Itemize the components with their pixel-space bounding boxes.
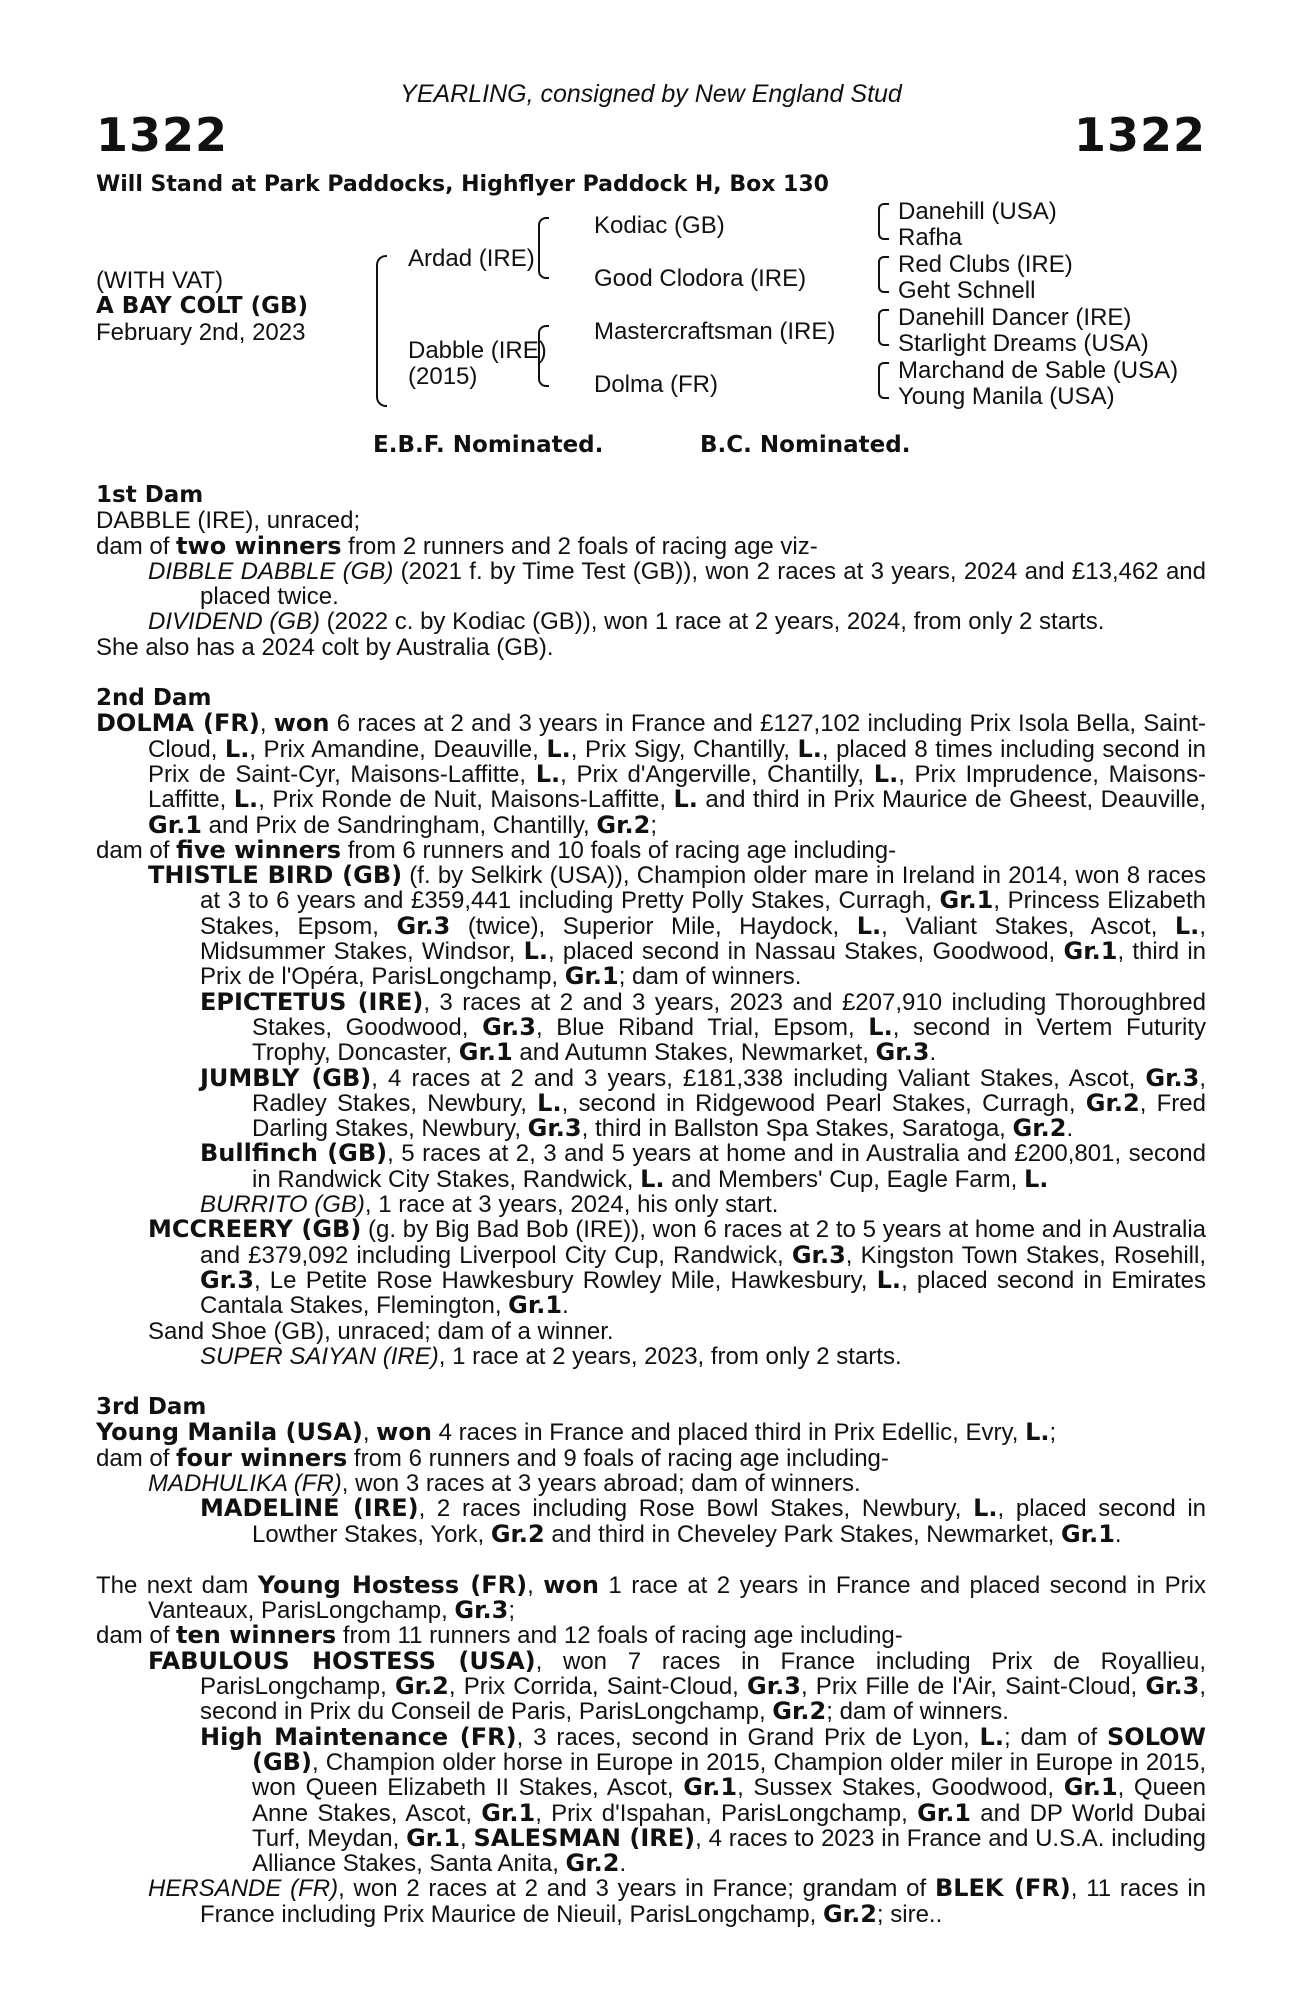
third-dam-section [96, 1395, 1206, 1547]
produce-entry: DIVIDEND (GB) (2022 c. by Kodiac (GB)), won 1 race at 2 years, 2024, from only 2 starts. [148, 608, 1105, 636]
brace-g1 [878, 203, 889, 240]
brace-main [376, 255, 387, 407]
gg-2: Rafha [898, 224, 963, 251]
brace-dam [538, 325, 549, 387]
gg-4: Geht Schnell [898, 277, 1036, 304]
dam-year: (2015) [408, 363, 478, 390]
gg-3: Red Clubs (IRE) [898, 251, 1073, 278]
gg-5: Danehill Dancer (IRE) [898, 304, 1132, 331]
produce-entry: Sand Shoe (GB), unraced; dam of a winner. [148, 1317, 614, 1345]
produce-entry: HERSANDE (FR), won 2 races at 2 and 3 years in France; grandam of BLEK (FR), 11 races in France including Prix Maurice de Nieuil, ParisLongchamp, Gr.2; sire.. [148, 1874, 1207, 1928]
dam-record: The next dam Young Hostess (FR), won 1 race at 2 years in France and placed second in Prix Vanteaux, ParisLongchamp, Gr.3; [96, 1570, 1206, 1625]
dam-record: Young Manila (USA), won 4 races in France and placed third in Prix Edellic, Evry, L.; [96, 1418, 1057, 1447]
brace-g2 [878, 256, 889, 293]
produce-entry: Bullfinch (GB), 5 races at 2, 3 and 5 years at home and in Australia and £200,801, second in Randwick City Stakes, Randwick, L. and Members' Cup, Eagle Farm, L. [200, 1139, 1206, 1193]
dam-line: DABBLE (IRE), unraced; [96, 507, 361, 535]
dam-record: DOLMA (FR), won 6 races at 2 and 3 years in France and £127,102 including Prix Isola Bella, Saint-Cloud, L., Prix Amandine, Deauville, L., Prix Sigy, Chantilly, L., placed 8 times including second in Prix de Saint-Cyr, Maisons-Laffitte, L., Prix d'Angerville, Chantilly, L., Prix Imprudence, Maisons-Laffitte, L., Prix Ronde de Nuit, Maisons-Laffitte, L. and third in Prix Maurice de Gheest, Deauville, Gr.1 and Prix de Sandringham, Chantilly, Gr.2; [96, 709, 1207, 839]
ebf-nominated: E.B.F. Nominated. [373, 432, 604, 458]
gg-7: Marchand de Sable (USA) [898, 357, 1179, 384]
second-dam-section [96, 686, 1206, 1369]
produce-record [96, 483, 1206, 1927]
section-title: 3rd Dam [96, 1394, 207, 1421]
fourth-dam-section [96, 1570, 1207, 1928]
produce-entry: MADHULIKA (FR), won 3 races at 3 years abroad; dam of winners. [148, 1469, 861, 1497]
gg-8: Young Manila (USA) [898, 383, 1115, 410]
catalogue-page [96, 0, 1206, 2000]
dam-summary: dam of five winners from 6 runners and 10 foals of racing age including- [96, 835, 897, 864]
produce-note: She also has a 2024 colt by Australia (GB). [96, 633, 554, 661]
first-dam-section [96, 483, 1206, 660]
pedigree-table [96, 200, 1206, 425]
bc-nominated: B.C. Nominated. [700, 432, 911, 458]
lot-number-right: 1322 [1073, 108, 1206, 162]
gg-1: Danehill (USA) [898, 198, 1057, 225]
sire-sire: Kodiac (GB) [594, 212, 725, 239]
produce-entry: JUMBLY (GB), 4 races at 2 and 3 years, £181,338 including Valiant Stakes, Ascot, Gr.3, Radley Stakes, Newbury, L., second in Ridgewood Pearl Stakes, Curragh, Gr.2, Fred Darling Stakes, Newbury, Gr.3, third in Ballston Spa Stakes, Saratoga, Gr.2. [200, 1063, 1207, 1143]
brace-g3 [878, 309, 889, 346]
horse-name: A BAY COLT (GB) [96, 293, 309, 319]
dam-dam: Dolma (FR) [594, 371, 718, 398]
produce-entry: EPICTETUS (IRE), 3 races at 2 and 3 years, 2023 and £207,910 including Thoroughbred Stakes, Goodwood, Gr.3, Blue Riband Trial, Epsom, L., second in Vertem Futurity Trophy, Doncaster, Gr.1 and Autumn Stakes, Newmarket, Gr.3. [200, 987, 1207, 1067]
produce-entry: SUPER SAIYAN (IRE), 1 race at 2 years, 2023, from only 2 starts. [200, 1342, 902, 1370]
vat-label: (WITH VAT) [96, 267, 224, 294]
produce-entry: BURRITO (GB), 1 race at 3 years, 2024, his only start. [200, 1191, 779, 1219]
produce-entry: THISTLE BIRD (GB) (f. by Selkirk (USA)), Champion older mare in Ireland in 2014, won 8 races at 3 to 6 years and £359,441 including Pretty Polly Stakes, Curragh, Gr.1, Princess Elizabeth Stakes, Epsom, Gr.3 (twice), Superior Mile, Haydock, L., Valiant Stakes, Ascot, L., Midsummer Stakes, Windsor, L., placed second in Nassau Stakes, Goodwood, Gr.1, third in Prix de l'Opéra, ParisLongchamp, Gr.1; dam of winners. [148, 861, 1207, 991]
sire-name: Ardad (IRE) [408, 245, 535, 272]
produce-entry: MCCREERY (GB) (g. by Big Bad Bob (IRE)), won 6 races at 2 to 5 years at home and in Australia and £379,092 including Liverpool City Cup, Randwick, Gr.3, Kingston Town Stakes, Rosehill, Gr.3, Le Petite Rose Hawkesbury Rowley Mile, Hawkesbury, L., placed second in Emirates Cantala Stakes, Flemington, Gr.1. [148, 1215, 1207, 1320]
dam-summary: dam of two winners from 2 runners and 2 foals of racing age viz- [96, 531, 818, 560]
sire-dam: Good Clodora (IRE) [594, 265, 807, 292]
dam-sire: Mastercraftsman (IRE) [594, 318, 836, 345]
dam-summary: dam of four winners from 6 runners and 9 foals of racing age including- [96, 1443, 889, 1472]
lot-number-left: 1322 [96, 108, 229, 162]
dam-summary: dam of ten winners from 11 runners and 12 foals of racing age including- [96, 1621, 903, 1650]
horse-dob: February 2nd, 2023 [96, 319, 306, 346]
section-title: 2nd Dam [96, 685, 212, 712]
produce-entry: FABULOUS HOSTESS (USA), won 7 races in France including Prix de Royallieu, ParisLongchamp, Gr.2, Prix Corrida, Saint-Cloud, Gr.3, Prix Fille de l'Air, Saint-Cloud, Gr.3, second in Prix du Conseil de Paris, ParisLongchamp, Gr.2; dam of winners. [148, 1646, 1206, 1726]
gg-6: Starlight Dreams (USA) [898, 330, 1149, 357]
brace-g4 [878, 362, 889, 399]
section-title: 1st Dam [96, 482, 204, 508]
produce-entry: DIBBLE DABBLE (GB) (2021 f. by Time Test (GB)), won 2 races at 3 years, 2024 and £13,462 and placed twice. [148, 557, 1206, 611]
dam-name: Dabble (IRE) [408, 337, 547, 364]
produce-entry: High Maintenance (FR), 3 races, second in Grand Prix de Lyon, L.; dam of SOLOW (GB), Champion older horse in Europe in 2015, Champion older miler in Europe in 2015, won Queen Elizabeth II Stakes, Ascot, Gr.1, Sussex Stakes, Goodwood, Gr.1, Queen Anne Stakes, Ascot, Gr.1, Prix d'Ispahan, ParisLongchamp, Gr.1 and DP World Dubai Turf, Meydan, Gr.1, SALESMAN (IRE), 4 races to 2023 in France and U.S.A. including Alliance Stakes, Santa Anita, Gr.2. [200, 1722, 1206, 1878]
brace-sire [538, 217, 549, 279]
produce-entry: MADELINE (IRE), 2 races including Rose Bowl Stakes, Newbury, L., placed second in Lowther Stakes, York, Gr.2 and third in Cheveley Park Stakes, Newmarket, Gr.1. [200, 1494, 1207, 1548]
consignment-line: YEARLING, consigned by New England Stud [400, 80, 902, 108]
stand-location: Will Stand at Park Paddocks, Highflyer Paddock H, Box 130 [96, 172, 829, 197]
